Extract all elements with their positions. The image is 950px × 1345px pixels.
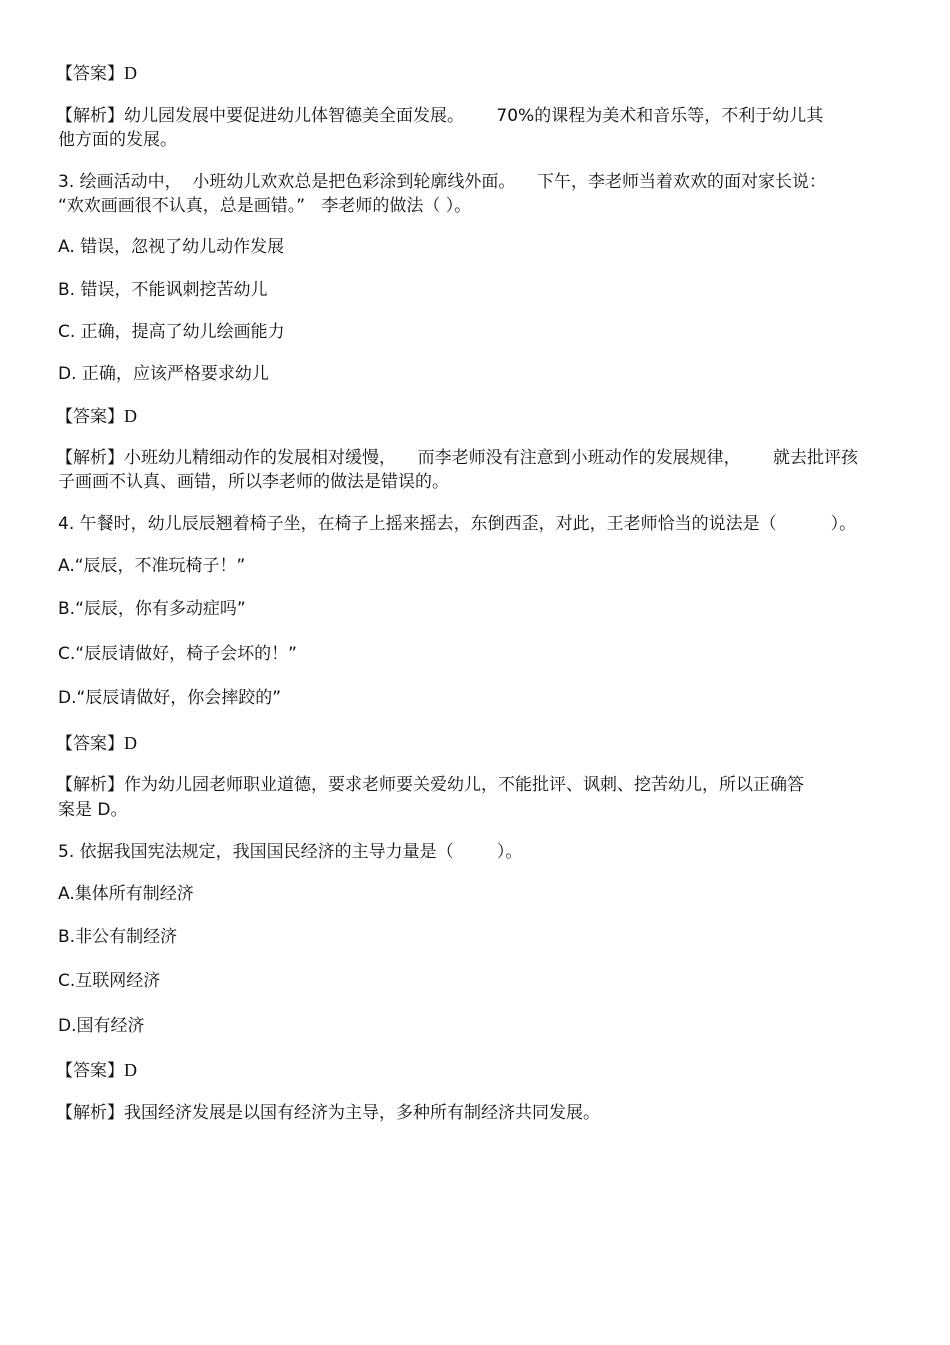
analysis-line: [56, 1101, 600, 1125]
answer-value: D: [124, 63, 137, 83]
answer-line: [56, 404, 137, 429]
question-3-stem-continuation: “欢欢画画很不认真，总是画错。” 李老师的做法（ ）。: [58, 196, 472, 216]
question-3-option-b: B. 错误，不能讽刺挖苦幼儿: [58, 280, 268, 300]
question-5-option-d: D.国有经济: [58, 1016, 145, 1036]
question-5-stem: 5. 依据我国宪法规定，我国国民经济的主导力量是（ ）。: [58, 842, 523, 862]
analysis-continuation: 案是 D。: [58, 800, 128, 820]
analysis-text: 作为幼儿园老师职业道德，要求老师要关爱幼儿，不能批评、讽刺、挖苦幼儿，所以正确答: [124, 775, 804, 795]
question-4-option-b: B.“辰辰，你有多动症吗”: [58, 599, 246, 619]
analysis-label: 【解析】: [56, 448, 124, 468]
answer-value: D: [124, 733, 137, 753]
analysis-label: 【解析】: [56, 106, 124, 126]
question-5-option-a: A.集体所有制经济: [58, 884, 194, 904]
analysis-label: 【解析】: [56, 775, 124, 795]
answer-label: 【答案】: [56, 407, 124, 427]
answer-label: 【答案】: [56, 1061, 124, 1081]
answer-label: 【答案】: [56, 734, 124, 754]
question-4-stem: 4. 午餐时，幼儿辰辰翘着椅子坐，在椅子上摇来摇去，东倒西歪，对此，王老师恰当的说法是（ ）。: [58, 514, 857, 534]
analysis-continuation: 他方面的发展。: [58, 130, 177, 150]
question-3-stem: 3. 绘画活动中， 小班幼儿欢欢总是把色彩涂到轮廓线外面。 下午，李老师当着欢欢的面对家长说：: [58, 172, 827, 192]
question-4-option-d: D.“辰辰请做好，你会摔跤的”: [58, 688, 282, 708]
analysis-line: [56, 104, 823, 128]
question-4-option-a: A.“辰辰，不准玩椅子！”: [58, 556, 246, 576]
analysis-continuation: 子画画不认真、画错，所以李老师的做法是错误的。: [58, 472, 449, 492]
analysis-line: [56, 446, 858, 470]
answer-line: [56, 731, 137, 756]
question-5-option-c: C.互联网经济: [58, 971, 161, 991]
analysis-text: 我国经济发展是以国有经济为主导，多种所有制经济共同发展。: [124, 1103, 600, 1123]
analysis-line: [56, 773, 804, 797]
answer-value: D: [124, 406, 137, 426]
analysis-text: 幼儿园发展中要促进幼儿体智德美全面发展。 70%的课程为美术和音乐等，不利于幼儿其: [124, 106, 824, 126]
question-3-option-a: A. 错误，忽视了幼儿动作发展: [58, 237, 285, 257]
analysis-label: 【解析】: [56, 1103, 124, 1123]
question-3-option-c: C. 正确，提高了幼儿绘画能力: [58, 322, 285, 342]
answer-line: [56, 61, 137, 86]
analysis-text: 小班幼儿精细动作的发展相对缓慢， 而李老师没有注意到小班动作的发展规律， 就去批评孩: [124, 448, 859, 468]
question-4-option-c: C.“辰辰请做好，椅子会坏的！”: [58, 644, 297, 664]
answer-value: D: [124, 1060, 137, 1080]
answer-label: 【答案】: [56, 64, 124, 84]
question-5-option-b: B.非公有制经济: [58, 927, 178, 947]
question-3-option-d: D. 正确，应该严格要求幼儿: [58, 364, 269, 384]
answer-line: [56, 1058, 137, 1083]
